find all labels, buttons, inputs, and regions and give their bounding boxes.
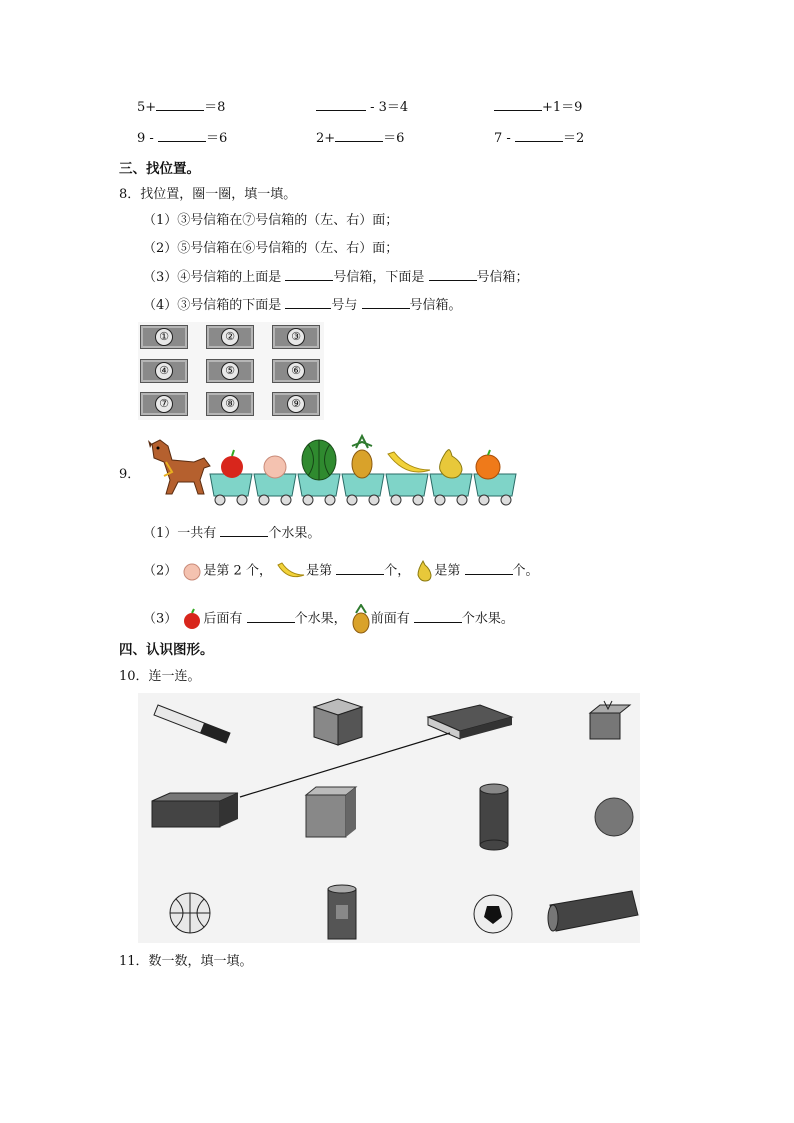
mailbox-4: ④ (140, 359, 188, 383)
mailbox-grid (138, 322, 324, 420)
answer-blank[interactable] (158, 129, 206, 142)
mailbox-3: ③ (272, 325, 320, 349)
equation-5: 2+ ＝6 (316, 131, 405, 146)
equation-6: 7 - ＝2 (494, 131, 585, 146)
answer-blank[interactable] (220, 524, 268, 537)
apple-icon (221, 456, 243, 478)
q8-item-2: （2）⑤号信箱在⑥号信箱的（左、右）面； (143, 241, 399, 256)
answer-blank[interactable] (414, 610, 462, 623)
question-11-title: 11．数一数，填一填。 (119, 954, 253, 969)
banana-icon (276, 561, 306, 581)
can-icon (328, 885, 356, 939)
mailbox-5: ⑤ (206, 359, 254, 383)
cylinder-icon (480, 784, 508, 850)
answer-blank[interactable] (316, 98, 366, 111)
equation-1: 5+ ＝8 (137, 100, 226, 115)
apple-icon (181, 608, 203, 630)
mailbox-6: ⑥ (272, 359, 320, 383)
peach-icon (181, 561, 203, 581)
soccer-ball-icon (474, 895, 512, 933)
pineapple-icon (351, 604, 371, 634)
answer-blank[interactable] (247, 610, 295, 623)
banana-icon (388, 452, 430, 472)
question-10-title: 10．连一连。 (119, 669, 201, 684)
answer-blank[interactable] (494, 98, 542, 111)
mailbox-2: ② (206, 325, 254, 349)
question-9-number: 9． (119, 467, 141, 482)
shape-matching-panel (138, 693, 640, 943)
mailbox-8: ⑧ (206, 392, 254, 416)
fruit-train-illustration (138, 432, 518, 514)
equation-3: +1＝9 (494, 98, 582, 117)
answer-blank[interactable] (362, 296, 410, 309)
answer-blank[interactable] (465, 562, 513, 575)
peach-icon (264, 456, 286, 478)
sphere-icon (595, 798, 633, 836)
orange-icon (476, 455, 500, 479)
q8-item-4: （4）③号信箱的下面是 号与 号信箱。 (143, 298, 462, 313)
question-8-title: 8．找位置，圈一圈，填一填。 (119, 187, 297, 202)
mailbox-9: ⑨ (272, 392, 320, 416)
q8-item-3: （3）④号信箱的上面是 号信箱，下面是 号信箱； (143, 270, 529, 285)
answer-blank[interactable] (285, 268, 333, 281)
cube-icon (306, 787, 356, 837)
answer-blank[interactable] (515, 129, 563, 142)
mailbox-7: ⑦ (140, 392, 188, 416)
section-heading-4: 四、认识图形。 (119, 642, 214, 658)
equation-2: - 3＝4 (316, 98, 408, 117)
answer-blank[interactable] (156, 98, 204, 111)
q8-item-1: （1）③号信箱在⑦号信箱的（左、右）面； (143, 213, 399, 228)
q9-item-1: （1）一共有 个水果。 (143, 526, 321, 541)
pineapple-icon (352, 450, 372, 478)
q9-item-3: （3） 后面有 个水果， 前面有 个水果。 (143, 604, 514, 634)
brick-icon (152, 793, 238, 827)
equation-4: 9 - ＝6 (137, 131, 228, 146)
answer-blank[interactable] (335, 129, 383, 142)
answer-blank[interactable] (429, 268, 477, 281)
pear-icon (440, 450, 462, 478)
mailbox-1: ① (140, 325, 188, 349)
rubik-cube-icon (314, 699, 362, 745)
basketball-icon (170, 893, 210, 933)
horse-icon (148, 440, 210, 494)
answer-blank[interactable] (336, 562, 384, 575)
section-heading-3: 三、找位置。 (119, 161, 200, 177)
q9-item-2: （2） 是第 2 个， 是第 个， 是第 个。 (143, 559, 539, 583)
answer-blank[interactable] (285, 296, 331, 309)
pear-icon (414, 559, 434, 583)
